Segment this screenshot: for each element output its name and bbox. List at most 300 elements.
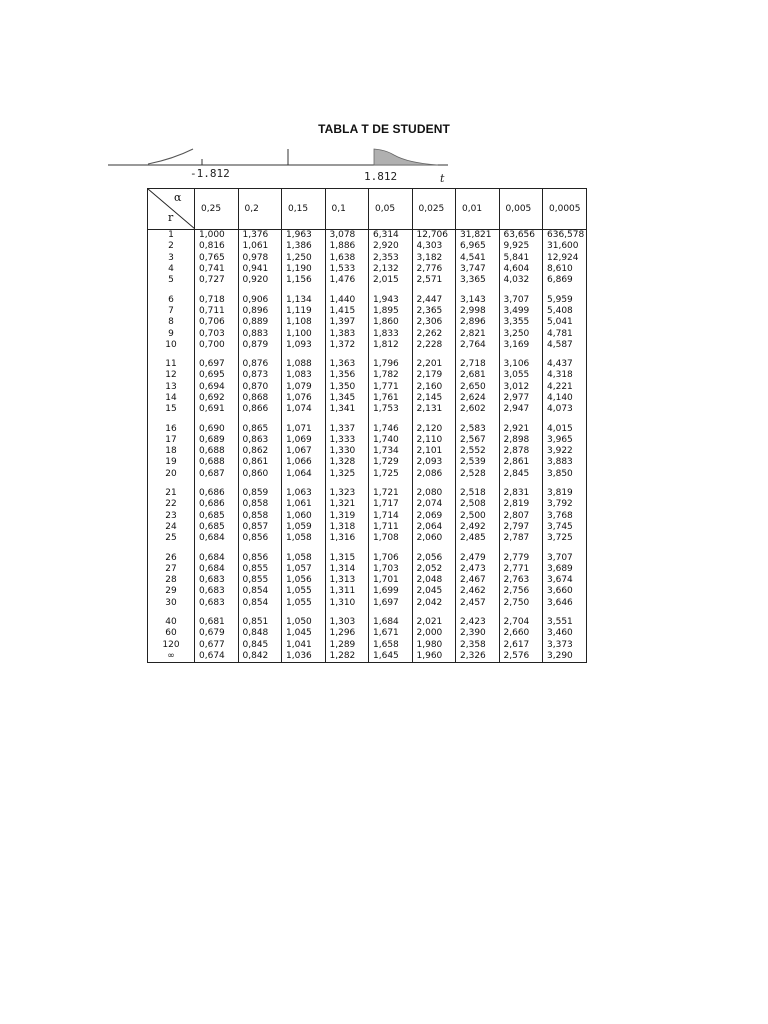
value-cell: 2,576 — [499, 651, 543, 663]
value-cell: 3,965 — [543, 435, 587, 446]
value-cell: 1,717 — [369, 499, 413, 510]
spacer-cell — [148, 286, 195, 294]
value-cell: 8,610 — [543, 264, 587, 275]
column-header: 0,025 — [412, 189, 456, 230]
spacer-cell — [238, 286, 282, 294]
table-row — [148, 511, 587, 522]
value-cell: 1,061 — [282, 499, 326, 510]
spacer-cell — [238, 544, 282, 552]
value-cell: 3,745 — [543, 522, 587, 533]
value-cell: 2,845 — [499, 469, 543, 480]
value-cell: 2,064 — [412, 522, 456, 533]
value-cell: 2,750 — [499, 598, 543, 609]
spacer-cell — [238, 415, 282, 423]
spacer-cell — [148, 480, 195, 488]
value-cell: 3,674 — [543, 575, 587, 586]
value-cell: 3,182 — [412, 253, 456, 264]
value-cell: 1,771 — [369, 382, 413, 393]
value-cell: 31,821 — [456, 230, 500, 242]
value-cell: 2,120 — [412, 423, 456, 434]
table-row — [148, 370, 587, 381]
value-cell: 2,056 — [412, 552, 456, 563]
spacer-cell — [369, 415, 413, 423]
table-row — [148, 446, 587, 457]
value-cell: 1,055 — [282, 598, 326, 609]
neg-t-label: -1.812 — [190, 167, 230, 180]
value-cell: 0,855 — [238, 575, 282, 586]
value-cell: 5,959 — [543, 294, 587, 305]
value-cell: 1,055 — [282, 586, 326, 597]
value-cell: 2,423 — [456, 617, 500, 628]
value-cell: 3,012 — [499, 382, 543, 393]
value-cell: 4,437 — [543, 359, 587, 370]
value-cell: 2,681 — [456, 370, 500, 381]
degrees-of-freedom-cell: 23 — [148, 511, 195, 522]
value-cell: 1,314 — [325, 564, 369, 575]
value-cell: 3,078 — [325, 230, 369, 242]
value-cell: 0,687 — [195, 469, 239, 480]
value-cell: 2,787 — [499, 533, 543, 544]
value-cell: 2,015 — [369, 275, 413, 286]
table-row — [148, 564, 587, 575]
value-cell: 0,879 — [238, 340, 282, 351]
value-cell: 0,688 — [195, 457, 239, 468]
value-cell: 636,578 — [543, 230, 587, 242]
t-axis-label: t — [440, 172, 445, 185]
value-cell: 1,697 — [369, 598, 413, 609]
spacer-cell — [148, 609, 195, 617]
value-cell: 3,373 — [543, 640, 587, 651]
value-cell: 1,330 — [325, 446, 369, 457]
spacer-cell — [195, 351, 239, 359]
degrees-of-freedom-cell: 27 — [148, 564, 195, 575]
degrees-of-freedom-cell: 16 — [148, 423, 195, 434]
value-cell: 1,069 — [282, 435, 326, 446]
value-cell: 1,886 — [325, 241, 369, 252]
value-cell: 0,883 — [238, 328, 282, 339]
page-title: TABLA T DE STUDENT — [318, 122, 450, 136]
value-cell: 0,889 — [238, 317, 282, 328]
value-cell: 1,058 — [282, 552, 326, 563]
value-cell: 5,408 — [543, 306, 587, 317]
spacer-cell — [325, 286, 369, 294]
value-cell: 1,415 — [325, 306, 369, 317]
value-cell: 3,250 — [499, 328, 543, 339]
table-row — [148, 306, 587, 317]
value-cell: 2,567 — [456, 435, 500, 446]
spacer-cell — [543, 286, 587, 294]
value-cell: 6,314 — [369, 230, 413, 242]
spacer-cell — [499, 351, 543, 359]
value-cell: 1,706 — [369, 552, 413, 563]
value-cell: 3,646 — [543, 598, 587, 609]
value-cell: 0,855 — [238, 564, 282, 575]
value-cell: 1,376 — [238, 230, 282, 242]
header-row — [148, 189, 587, 230]
spacer-cell — [412, 544, 456, 552]
value-cell: 1,753 — [369, 404, 413, 415]
value-cell: 1,108 — [282, 317, 326, 328]
table-row — [148, 640, 587, 651]
table-row — [148, 393, 587, 404]
value-cell: 2,101 — [412, 446, 456, 457]
value-cell: 1,812 — [369, 340, 413, 351]
spacer-cell — [412, 480, 456, 488]
value-cell: 2,617 — [499, 640, 543, 651]
degrees-of-freedom-cell: 18 — [148, 446, 195, 457]
value-cell: 0,683 — [195, 575, 239, 586]
degrees-of-freedom-cell: 40 — [148, 617, 195, 628]
value-cell: 1,671 — [369, 628, 413, 639]
value-cell: 1,100 — [282, 328, 326, 339]
value-cell: 1,063 — [282, 488, 326, 499]
value-cell: 2,977 — [499, 393, 543, 404]
spacer-cell — [148, 351, 195, 359]
value-cell: 1,746 — [369, 423, 413, 434]
value-cell: 2,390 — [456, 628, 500, 639]
value-cell: 1,684 — [369, 617, 413, 628]
column-header: 0,005 — [499, 189, 543, 230]
degrees-of-freedom-cell: 29 — [148, 586, 195, 597]
value-cell: 4,073 — [543, 404, 587, 415]
degrees-of-freedom-cell: 15 — [148, 404, 195, 415]
value-cell: 3,460 — [543, 628, 587, 639]
spacer-cell — [499, 415, 543, 423]
value-cell: 1,066 — [282, 457, 326, 468]
value-cell: 3,707 — [499, 294, 543, 305]
spacer-cell — [369, 544, 413, 552]
degrees-of-freedom-cell: 10 — [148, 340, 195, 351]
value-cell: 1,397 — [325, 317, 369, 328]
table-row — [148, 598, 587, 609]
value-cell: 3,792 — [543, 499, 587, 510]
value-cell: 2,779 — [499, 552, 543, 563]
value-cell: 1,061 — [238, 241, 282, 252]
value-cell: 4,318 — [543, 370, 587, 381]
value-cell: 1,440 — [325, 294, 369, 305]
value-cell: 2,479 — [456, 552, 500, 563]
table-row — [148, 275, 587, 286]
spacer-cell — [369, 480, 413, 488]
value-cell: 0,858 — [238, 511, 282, 522]
spacer-cell — [412, 351, 456, 359]
value-cell: 1,960 — [412, 651, 456, 663]
value-cell: 1,980 — [412, 640, 456, 651]
value-cell: 0,688 — [195, 446, 239, 457]
value-cell: 3,355 — [499, 317, 543, 328]
group-spacer — [148, 351, 587, 359]
spacer-cell — [543, 544, 587, 552]
value-cell: 1,064 — [282, 469, 326, 480]
value-cell: 0,694 — [195, 382, 239, 393]
value-cell: 2,060 — [412, 533, 456, 544]
value-cell: 0,876 — [238, 359, 282, 370]
value-cell: 5,841 — [499, 253, 543, 264]
spacer-cell — [282, 544, 326, 552]
spacer-cell — [456, 480, 500, 488]
value-cell: 2,492 — [456, 522, 500, 533]
value-cell: 1,045 — [282, 628, 326, 639]
value-cell: 2,718 — [456, 359, 500, 370]
value-cell: 1,058 — [282, 533, 326, 544]
value-cell: 2,898 — [499, 435, 543, 446]
table-row — [148, 317, 587, 328]
spacer-cell — [456, 415, 500, 423]
value-cell: 1,645 — [369, 651, 413, 663]
spacer-cell — [325, 544, 369, 552]
table-row — [148, 404, 587, 415]
spacer-cell — [369, 286, 413, 294]
degrees-of-freedom-cell: 3 — [148, 253, 195, 264]
value-cell: 1,386 — [282, 241, 326, 252]
value-cell: 1,296 — [325, 628, 369, 639]
value-cell: 1,345 — [325, 393, 369, 404]
value-cell: 1,316 — [325, 533, 369, 544]
column-header: 0,15 — [282, 189, 326, 230]
value-cell: 2,353 — [369, 253, 413, 264]
value-cell: 0,863 — [238, 435, 282, 446]
value-cell: 0,848 — [238, 628, 282, 639]
degrees-of-freedom-cell: 26 — [148, 552, 195, 563]
table-row — [148, 340, 587, 351]
value-cell: 0,686 — [195, 499, 239, 510]
value-cell: 2,518 — [456, 488, 500, 499]
column-header: 0,0005 — [543, 189, 587, 230]
spacer-cell — [543, 609, 587, 617]
value-cell: 2,467 — [456, 575, 500, 586]
value-cell: 1,341 — [325, 404, 369, 415]
degrees-of-freedom-cell: 19 — [148, 457, 195, 468]
value-cell: 0,684 — [195, 552, 239, 563]
degrees-of-freedom-cell: 120 — [148, 640, 195, 651]
value-cell: 2,021 — [412, 617, 456, 628]
value-cell: 2,131 — [412, 404, 456, 415]
spacer-cell — [325, 415, 369, 423]
value-cell: 1,050 — [282, 617, 326, 628]
column-header: 0,01 — [456, 189, 500, 230]
value-cell: 3,768 — [543, 511, 587, 522]
value-cell: 2,132 — [369, 264, 413, 275]
value-cell: 0,690 — [195, 423, 239, 434]
value-cell: 1,703 — [369, 564, 413, 575]
value-cell: 1,093 — [282, 340, 326, 351]
value-cell: 1,041 — [282, 640, 326, 651]
value-cell: 1,383 — [325, 328, 369, 339]
value-cell: 12,924 — [543, 253, 587, 264]
value-cell: 3,551 — [543, 617, 587, 628]
value-cell: 0,741 — [195, 264, 239, 275]
table-row — [148, 230, 587, 242]
value-cell: 0,865 — [238, 423, 282, 434]
value-cell: 2,602 — [456, 404, 500, 415]
value-cell: 0,859 — [238, 488, 282, 499]
value-cell: 0,906 — [238, 294, 282, 305]
value-cell: 0,873 — [238, 370, 282, 381]
value-cell: 0,857 — [238, 522, 282, 533]
value-cell: 1,319 — [325, 511, 369, 522]
value-cell: 1,311 — [325, 586, 369, 597]
spacer-cell — [412, 609, 456, 617]
value-cell: 2,086 — [412, 469, 456, 480]
table-row — [148, 382, 587, 393]
degrees-of-freedom-cell: 17 — [148, 435, 195, 446]
value-cell: 1,310 — [325, 598, 369, 609]
value-cell: 3,883 — [543, 457, 587, 468]
degrees-of-freedom-cell: 8 — [148, 317, 195, 328]
value-cell: 0,706 — [195, 317, 239, 328]
table-row — [148, 488, 587, 499]
spacer-cell — [456, 351, 500, 359]
value-cell: 2,920 — [369, 241, 413, 252]
value-cell: 0,978 — [238, 253, 282, 264]
value-cell: 2,045 — [412, 586, 456, 597]
value-cell: 1,074 — [282, 404, 326, 415]
degrees-of-freedom-cell: 20 — [148, 469, 195, 480]
degrees-of-freedom-cell: 7 — [148, 306, 195, 317]
value-cell: 1,325 — [325, 469, 369, 480]
value-cell: 1,289 — [325, 640, 369, 651]
value-cell: 2,624 — [456, 393, 500, 404]
value-cell: 1,701 — [369, 575, 413, 586]
spacer-cell — [543, 480, 587, 488]
value-cell: 0,845 — [238, 640, 282, 651]
table-row — [148, 575, 587, 586]
spacer-cell — [238, 609, 282, 617]
value-cell: 0,685 — [195, 522, 239, 533]
value-cell: 2,764 — [456, 340, 500, 351]
spacer-cell — [238, 351, 282, 359]
table-row — [148, 533, 587, 544]
value-cell: 1,060 — [282, 511, 326, 522]
table-row — [148, 628, 587, 639]
value-cell: 3,055 — [499, 370, 543, 381]
group-spacer — [148, 544, 587, 552]
value-cell: 4,303 — [412, 241, 456, 252]
column-header: 0,05 — [369, 189, 413, 230]
value-cell: 2,358 — [456, 640, 500, 651]
value-cell: 6,869 — [543, 275, 587, 286]
degrees-of-freedom-cell: 6 — [148, 294, 195, 305]
value-cell: 4,221 — [543, 382, 587, 393]
value-cell: 1,782 — [369, 370, 413, 381]
value-cell: 1,119 — [282, 306, 326, 317]
value-cell: 1,895 — [369, 306, 413, 317]
value-cell: 3,689 — [543, 564, 587, 575]
value-cell: 0,683 — [195, 598, 239, 609]
table-row — [148, 359, 587, 370]
value-cell: 2,160 — [412, 382, 456, 393]
value-cell: 1,734 — [369, 446, 413, 457]
value-cell: 0,842 — [238, 651, 282, 663]
value-cell: 0,681 — [195, 617, 239, 628]
r-label: r — [168, 211, 174, 224]
degrees-of-freedom-cell: 13 — [148, 382, 195, 393]
value-cell: 0,691 — [195, 404, 239, 415]
value-cell: 1,711 — [369, 522, 413, 533]
value-cell: 2,069 — [412, 511, 456, 522]
value-cell: 2,528 — [456, 469, 500, 480]
value-cell: 1,533 — [325, 264, 369, 275]
value-cell: 1,638 — [325, 253, 369, 264]
spacer-cell — [499, 286, 543, 294]
value-cell: 2,776 — [412, 264, 456, 275]
value-cell: 1,328 — [325, 457, 369, 468]
t-distribution-curve — [108, 143, 448, 173]
table-row — [148, 328, 587, 339]
value-cell: 1,088 — [282, 359, 326, 370]
value-cell: 0,695 — [195, 370, 239, 381]
spacer-cell — [282, 351, 326, 359]
degrees-of-freedom-cell: 30 — [148, 598, 195, 609]
value-cell: 2,831 — [499, 488, 543, 499]
value-cell: 9,925 — [499, 241, 543, 252]
degrees-of-freedom-cell: ∞ — [148, 651, 195, 663]
degrees-of-freedom-cell: 22 — [148, 499, 195, 510]
value-cell: 3,707 — [543, 552, 587, 563]
table-row — [148, 264, 587, 275]
table-row — [148, 423, 587, 434]
value-cell: 1,190 — [282, 264, 326, 275]
spacer-cell — [456, 609, 500, 617]
value-cell: 0,868 — [238, 393, 282, 404]
value-cell: 0,711 — [195, 306, 239, 317]
group-spacer — [148, 415, 587, 423]
value-cell: 2,998 — [456, 306, 500, 317]
value-cell: 2,756 — [499, 586, 543, 597]
value-cell: 0,862 — [238, 446, 282, 457]
value-cell: 1,056 — [282, 575, 326, 586]
value-cell: 1,318 — [325, 522, 369, 533]
value-cell: 1,036 — [282, 651, 326, 663]
spacer-cell — [282, 609, 326, 617]
value-cell: 1,860 — [369, 317, 413, 328]
table-body — [148, 230, 587, 663]
value-cell: 6,965 — [456, 241, 500, 252]
value-cell: 1,321 — [325, 499, 369, 510]
value-cell: 0,870 — [238, 382, 282, 393]
value-cell: 4,781 — [543, 328, 587, 339]
degrees-of-freedom-cell: 9 — [148, 328, 195, 339]
value-cell: 2,201 — [412, 359, 456, 370]
spacer-cell — [282, 286, 326, 294]
value-cell: 1,699 — [369, 586, 413, 597]
value-cell: 2,074 — [412, 499, 456, 510]
table-row — [148, 294, 587, 305]
table-row — [148, 617, 587, 628]
value-cell: 3,290 — [543, 651, 587, 663]
value-cell: 2,000 — [412, 628, 456, 639]
spacer-cell — [456, 544, 500, 552]
value-cell: 1,134 — [282, 294, 326, 305]
value-cell: 0,674 — [195, 651, 239, 663]
value-cell: 0,683 — [195, 586, 239, 597]
value-cell: 3,922 — [543, 446, 587, 457]
value-cell: 1,057 — [282, 564, 326, 575]
value-cell: 1,250 — [282, 253, 326, 264]
group-spacer — [148, 480, 587, 488]
left-tail-curve — [148, 149, 193, 164]
spacer-cell — [282, 480, 326, 488]
value-cell: 4,604 — [499, 264, 543, 275]
value-cell: 0,858 — [238, 499, 282, 510]
value-cell: 1,476 — [325, 275, 369, 286]
value-cell: 2,947 — [499, 404, 543, 415]
value-cell: 1,725 — [369, 469, 413, 480]
value-cell: 1,363 — [325, 359, 369, 370]
value-cell: 2,179 — [412, 370, 456, 381]
value-cell: 0,856 — [238, 552, 282, 563]
value-cell: 3,499 — [499, 306, 543, 317]
